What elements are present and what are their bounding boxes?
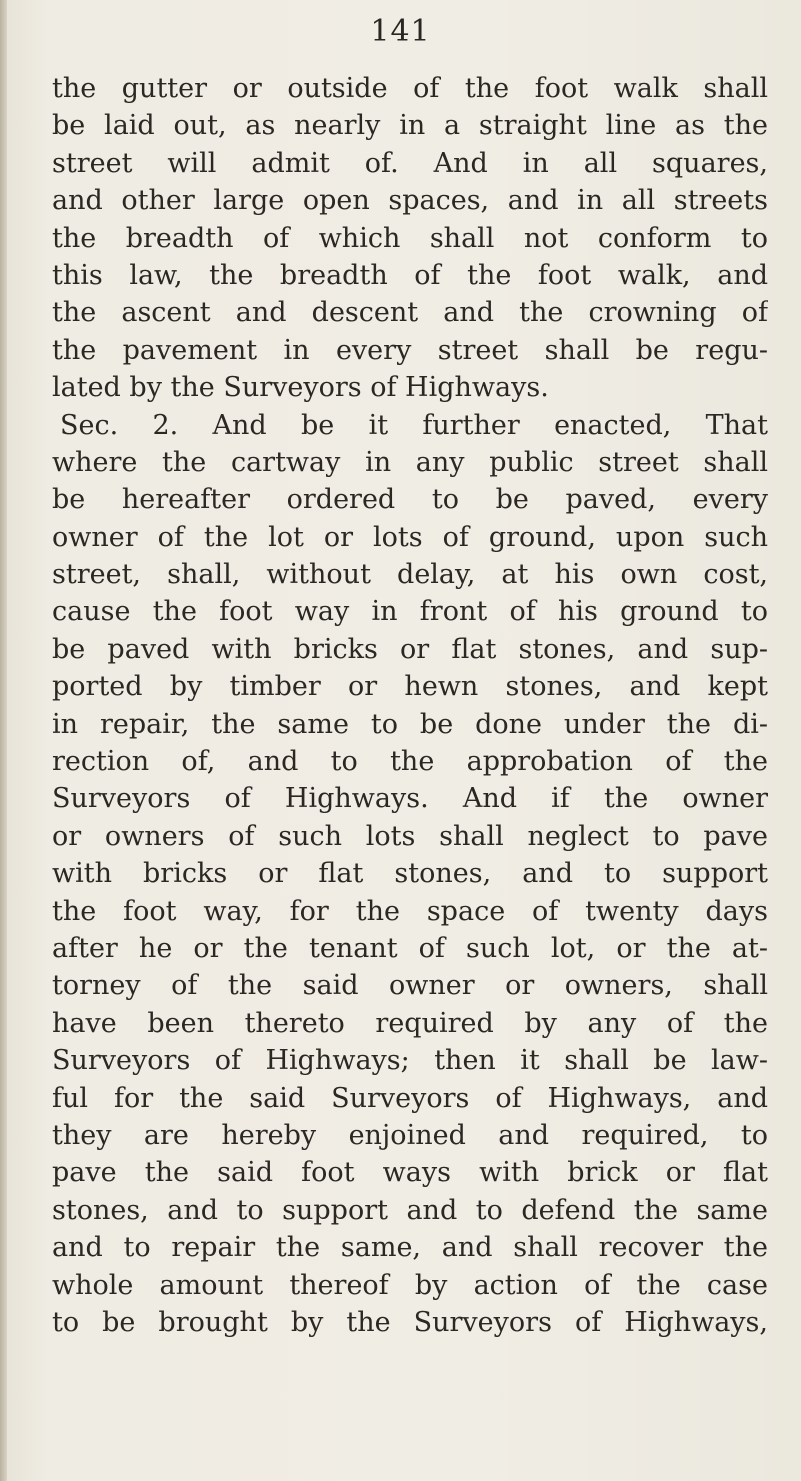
text-line: to be brought by the Surveyors of Highways,: [52, 1306, 768, 1338]
text-line: street will admit of. And in all squares,: [52, 147, 768, 179]
text-line: owner of the lot or lots of ground, upon such: [52, 521, 768, 553]
text-line: street, shall, without delay, at his own cost,: [52, 559, 768, 591]
text-line: lated by the Surveyors of Highways.: [52, 372, 549, 404]
text-line: and to repair the same, and shall recover the: [52, 1232, 768, 1264]
text-line: after he or the tenant of such lot, or the at-: [52, 932, 768, 964]
text-line: where the cartway in any public street shall: [52, 446, 768, 478]
text-line: in repair, the same to be done under the di-: [52, 708, 768, 740]
text-line: whole amount thereof by action of the case: [52, 1269, 768, 1301]
text-line: be laid out, as nearly in a straight line as the: [52, 110, 768, 142]
text-line: stones, and to support and to defend the same: [52, 1194, 768, 1226]
text-line: Surveyors of Highways; then it shall be law-: [52, 1045, 768, 1077]
text-line: ful for the said Surveyors of Highways, and: [52, 1082, 768, 1114]
text-line: with bricks or flat stones, and to support: [52, 858, 768, 890]
text-line: rection of, and to the approbation of the: [52, 746, 768, 778]
text-line: the breadth of which shall not conform to: [52, 222, 768, 254]
text-line: the pavement in every street shall be regu-: [52, 334, 768, 366]
text-line: this law, the breadth of the foot walk, and: [52, 259, 768, 291]
text-line: have been thereto required by any of the: [52, 1007, 768, 1039]
section-heading-line: Sec. 2. And be it further enacted, That: [60, 409, 768, 441]
text-line: or owners of such lots shall neglect to pave: [52, 820, 768, 852]
page-binding-edge: [0, 0, 7, 1481]
page-number: 141: [370, 14, 431, 49]
text-line: they are hereby enjoined and required, to: [52, 1119, 768, 1151]
text-line: be hereafter ordered to be paved, every: [52, 484, 768, 516]
text-line: and other large open spaces, and in all streets: [52, 185, 768, 217]
text-line: the foot way, for the space of twenty days: [52, 895, 768, 927]
text-line: be paved with bricks or flat stones, and sup-: [52, 633, 768, 665]
body-text: [52, 70, 768, 1341]
text-line: ported by timber or hewn stones, and kept: [52, 671, 768, 703]
text-line: the gutter or outside of the foot walk shall: [52, 73, 768, 104]
text-line: torney of the said owner or owners, shall: [52, 970, 768, 1002]
text-line: pave the said foot ways with brick or flat: [52, 1157, 768, 1189]
text-line: cause the foot way in front of his ground to: [52, 596, 768, 628]
text-line: the ascent and descent and the crowning of: [52, 297, 768, 329]
text-line: Surveyors of Highways. And if the owner: [52, 783, 768, 815]
